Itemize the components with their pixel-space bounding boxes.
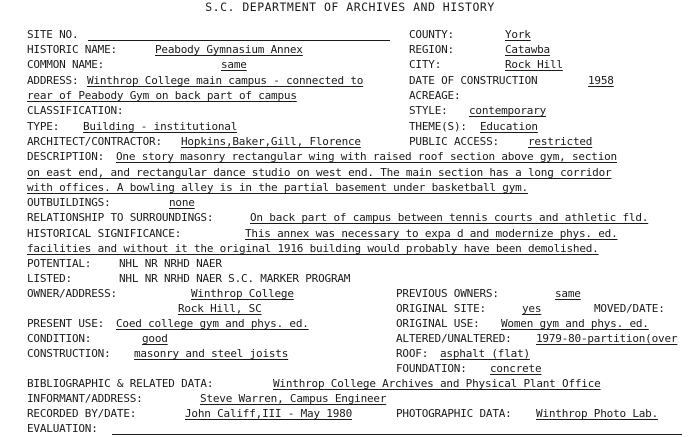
original-site-value: yes (522, 302, 542, 315)
historical-label: HISTORICAL SIGNIFICANCE: (27, 227, 182, 240)
outbuildings-label: OUTBUILDINGS: (27, 196, 111, 209)
address-value-2: rear of Peabody Gym on back part of campus (27, 89, 297, 102)
historic-name-value: Peabody Gymnasium Annex (155, 43, 303, 56)
type-value: Building - institutional (83, 120, 238, 133)
historical-value-2: facilities and without it the original 1916 building would probably have been demolished. (27, 242, 599, 255)
altered-label: ALTERED/UNALTERED: (396, 332, 512, 345)
listed-options: NHL NR NRHD NAER S.C. MARKER PROGRAM (119, 272, 351, 285)
potential-options: NHL NR NRHD NAER (119, 257, 222, 270)
description-value-3: with offices. A bowling alley is in the partial basement under basketball gym. (27, 181, 528, 194)
condition-value: good (142, 332, 168, 345)
relationship-label: RELATIONSHIP TO SURROUNDINGS: (27, 211, 214, 224)
roof-label: ROOF: (396, 347, 429, 360)
original-use-label: ORIGINAL USE: (396, 317, 480, 330)
site-no-blank (88, 29, 390, 41)
address-label: ADDRESS: (27, 74, 79, 87)
roof-value: asphalt (flat) (440, 347, 530, 360)
construction-label: CONSTRUCTION: (27, 347, 111, 360)
bibliographic-value: Winthrop College Archives and Physical Plant Office (273, 377, 601, 390)
original-site-label: ORIGINAL SITE: (396, 302, 486, 315)
description-value-1: One story masonry rectangular wing with raised roof section above gym, section (116, 150, 617, 163)
foundation-label: FOUNDATION: (396, 362, 467, 375)
style-value: contemporary (469, 104, 547, 117)
informant-value: Steve Warren, Campus Engineer (200, 392, 387, 405)
photographic-value: Winthrop Photo Lab. (536, 407, 659, 420)
altered-value: 1979-80-partition(over (536, 332, 678, 345)
potential-label: POTENTIAL: (27, 257, 92, 270)
evaluation-label: EVALUATION: (27, 422, 98, 435)
public-access-value: restricted (528, 135, 593, 148)
classification-label: CLASSIFICATION: (27, 104, 124, 117)
previous-owners-value: same (555, 287, 581, 300)
public-access-label: PUBLIC ACCESS: (409, 135, 499, 148)
city-value: Rock Hill (505, 58, 563, 71)
region-value: Catawba (505, 43, 550, 56)
type-label: TYPE: (27, 120, 60, 133)
historic-name-label: HISTORIC NAME: (27, 43, 117, 56)
bibliographic-label: BIBLIOGRAPHIC & RELATED DATA: (27, 377, 214, 390)
form-header: S.C. DEPARTMENT OF ARCHIVES AND HISTORY (205, 0, 495, 14)
description-label: DESCRIPTION: (27, 150, 105, 163)
recorded-label: RECORDED BY/DATE: (27, 407, 137, 420)
county-value: York (505, 28, 531, 41)
owner-value-1: Winthrop College (191, 287, 294, 300)
date-construction-value: 1958 (588, 74, 614, 87)
description-value-2: on east end, and rectangular dance studio on west end. The main section has a long corridor (27, 166, 612, 179)
present-use-label: PRESENT USE: (27, 317, 105, 330)
evaluation-blank (112, 423, 682, 435)
moved-date-label: MOVED/DATE: (594, 302, 665, 315)
construction-value: masonry and steel joists (134, 347, 289, 360)
style-label: STYLE: (409, 104, 448, 117)
condition-label: CONDITION: (27, 332, 92, 345)
informant-label: INFORMANT/ADDRESS: (27, 392, 143, 405)
site-no-label: SITE NO. (27, 28, 79, 41)
architect-label: ARCHITECT/CONTRACTOR: (27, 135, 162, 148)
address-value-1: Winthrop College main campus - connected to (87, 74, 364, 87)
common-name-value: same (221, 58, 247, 71)
date-construction-label: DATE OF CONSTRUCTION (409, 74, 538, 87)
region-label: REGION: (409, 43, 454, 56)
foundation-value: concrete (490, 362, 542, 375)
outbuildings-value: none (169, 196, 195, 209)
original-use-value: Women gym and phys. ed. (501, 317, 649, 330)
acreage-label: ACREAGE: (409, 89, 461, 102)
city-label: CITY: (409, 58, 442, 71)
common-name-label: COMMON NAME: (27, 58, 105, 71)
relationship-value: On back part of campus between tennis courts and athletic fld. (250, 211, 649, 224)
listed-label: LISTED: (27, 272, 72, 285)
owner-label: OWNER/ADDRESS: (27, 287, 117, 300)
previous-owners-label: PREVIOUS OWNERS: (396, 287, 499, 300)
photographic-label: PHOTOGRAPHIC DATA: (396, 407, 512, 420)
historical-value-1: This annex was necessary to expa d and modernize phys. ed. (245, 227, 618, 240)
recorded-value: John Califf,III - May 1980 (185, 407, 352, 420)
architect-value: Hopkins,Baker,Gill, Florence (181, 135, 361, 148)
present-use-value: Coed college gym and phys. ed. (116, 317, 309, 330)
theme-value: Education (480, 120, 538, 133)
county-label: COUNTY: (409, 28, 454, 41)
theme-label: THEME(S): (409, 120, 467, 133)
owner-value-2: Rock Hill, SC (178, 302, 262, 315)
